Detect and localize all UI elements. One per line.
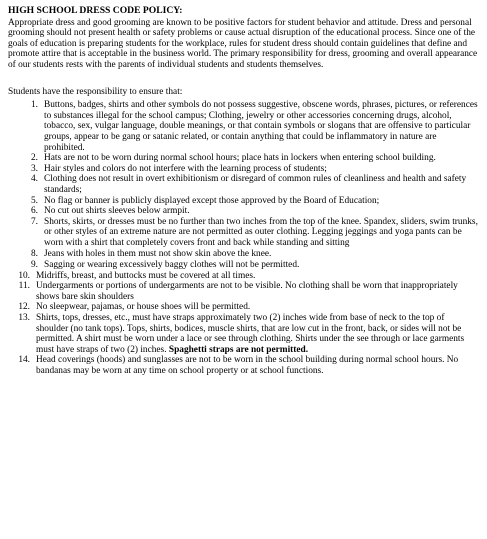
- rule-text-body: Shirts, tops, dresses, etc., must have straps approximately two (2) inches wide from base of neck to the top of shoulder (no tank tops). Tops, shirts, bodices, muscle shirts, that are low cut in the front, back, or sides will not be permitted. A shirt must be worn under a lace or see through clothing. Shirts under the see through or lace garments must have straps of two (2) inches.: [36, 313, 465, 355]
- rule-item: [8, 302, 478, 313]
- rule-number: 4.: [30, 174, 38, 185]
- rule-item: [8, 271, 478, 282]
- rule-text: Undergarments or portions of undergarments are not to be visible. No clothing shall be worn that inappropriately shows bare skin shoulders: [36, 281, 458, 302]
- rule-text: No cut out shirts sleeves below armpit.: [44, 206, 190, 217]
- rule-item: [8, 153, 478, 164]
- rule-number: 7.: [30, 216, 38, 227]
- rule-text: Buttons, badges, shirts and other symbols do not possess suggestive, obscene words, phrases, pictures, or references to substances illegal for the school campus; Clothing, jewelry or other accessories concerning drugs, alcohol, tobacco, sex, vulgar language, double meanings, or that contain symbols or slogans that are offensive to particular groups, appear to be gang or satanic related, or contain anything that could be inflammatory in nature are prohibited.: [44, 100, 478, 153]
- rule-number: 5.: [30, 195, 38, 206]
- rule-item: [8, 249, 478, 260]
- rule-number: 11.: [18, 281, 30, 292]
- rule-number: 2.: [30, 153, 38, 164]
- responsibility-lead: Students have the responsibility to ensure that:: [8, 86, 183, 97]
- rule-item: [8, 206, 478, 217]
- rule-number: 6.: [30, 206, 38, 217]
- rule-item: [8, 355, 478, 376]
- rule-item: [8, 217, 478, 249]
- rule-text: [36, 313, 478, 355]
- rule-item: [8, 164, 478, 175]
- rule-number: 12.: [18, 302, 30, 313]
- rule-text: Hats are not to be worn during normal school hours; place hats in lockers when entering school building.: [44, 153, 436, 164]
- rule-text: Midriffs, breast, and buttocks must be covered at all times.: [36, 270, 256, 281]
- rule-item: [8, 281, 478, 302]
- rule-number: 10.: [18, 270, 30, 281]
- rule-text: Sagging or wearing excessively baggy clothes will not be permitted.: [44, 260, 300, 271]
- rule-item: [8, 260, 478, 271]
- rule-item: [8, 196, 478, 207]
- rule-item: [8, 100, 478, 153]
- rule-number: 14.: [18, 355, 30, 366]
- rule-number: 3.: [30, 163, 38, 174]
- rules-list-part-1: [8, 100, 478, 271]
- rule-text: No sleepwear, pajamas, or house shoes will be permitted.: [36, 302, 251, 313]
- rule-text: Clothing does not result in overt exhibitionism or disregard of common rules of cleanliness and health and safety standards;: [44, 174, 467, 195]
- document-title: HIGH SCHOOL DRESS CODE POLICY:: [8, 5, 183, 16]
- rule-number: 8.: [30, 249, 38, 260]
- rule-number: 9.: [30, 260, 38, 271]
- rule-text: No flag or banner is publicly displayed except those approved by the Board of Education;: [44, 195, 380, 206]
- rule-emphasis: Spaghetti straps are not permitted.: [168, 344, 309, 355]
- rule-text: Head coverings (hoods) and sunglasses are not to be worn in the school building during normal school hours. No bandanas may be worn at any time on school property or at school functions.: [36, 355, 459, 376]
- rules-list-part-2: [8, 271, 478, 377]
- rule-text: Hair styles and colors do not interfere with the learning process of students;: [44, 163, 327, 174]
- rule-item: [8, 313, 478, 355]
- rule-item: [8, 174, 478, 195]
- rule-number: 1.: [30, 100, 38, 111]
- rule-text: Jeans with holes in them must not show skin above the knee.: [44, 249, 272, 260]
- rule-text: Shorts, skirts, or dresses must be no further than two inches from the top of the knee. Spandex, sliders, swim trunks, or other styles of an extreme nature are not permitted as outer clothing. Legging jeggings and yoga pants can be worn with a shirt that completely covers front and back while standing and sitting: [44, 216, 478, 248]
- dress-code-document: [8, 6, 478, 377]
- intro-paragraph: Appropriate dress and good grooming are known to be positive factors for student behavior and attitude. Dress and personal grooming should not present health or safety problems or cause actual disruption of the educational process. Since one of the goals of education is preparing students for the workplace, rules for student dress should contain guidelines that define and promote attire that is acceptable in the business world. The primary responsibility for dress, grooming and overall appearance of our students rests with the parents of individual students and students themselves.: [8, 17, 478, 70]
- rule-number: 13.: [18, 313, 30, 324]
